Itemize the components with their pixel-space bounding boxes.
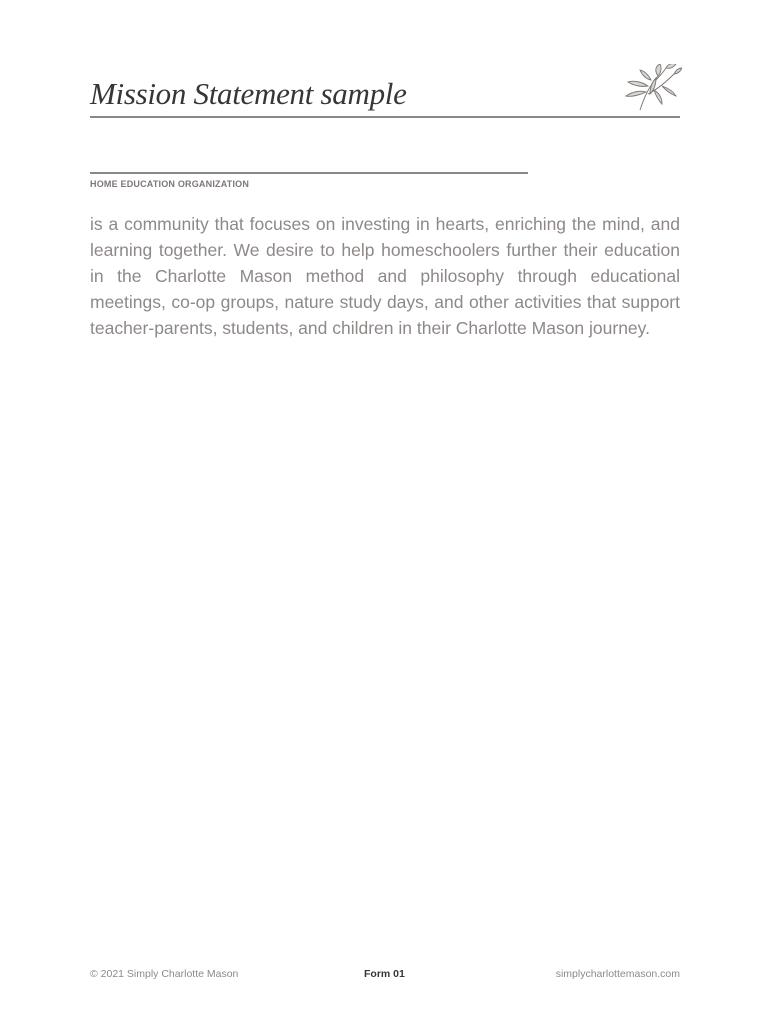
form-number: Form 01 (364, 968, 405, 980)
copyright-text: © 2021 Simply Charlotte Mason (90, 968, 239, 980)
page-title: Mission Statement sample (90, 76, 407, 111)
organization-label: HOME EDUCATION ORGANIZATION (90, 179, 250, 189)
mission-statement-text: is a community that focuses on investing in hearts, enriching the mind, and learning together. We desire to help homeschoolers further their education in the Charlotte Mason method and philosophy through educational meetings, co-op groups, nature study days, and other activities that support teacher-parents, students, and children in their Charlotte Mason journey. (90, 214, 680, 338)
title-divider (90, 116, 680, 118)
organization-name-line[interactable] (90, 172, 528, 174)
page-footer (90, 968, 680, 984)
website-link[interactable]: simplycharlottemason.com (555, 968, 680, 980)
leaf-branch-icon (618, 64, 682, 112)
